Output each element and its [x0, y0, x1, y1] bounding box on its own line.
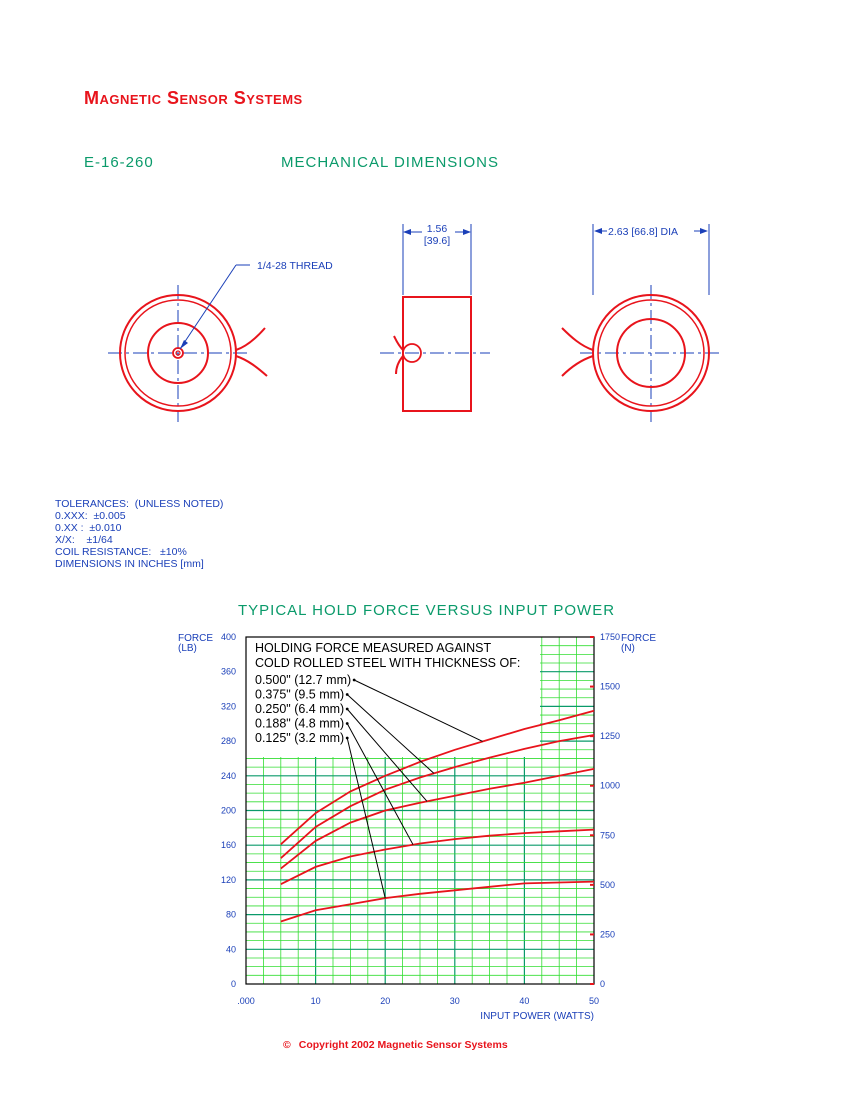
tolerance-line: X/X: ±1/64 [55, 534, 113, 546]
x-tick-label: 30 [449, 996, 460, 1006]
tolerance-line: DIMENSIONS IN INCHES [mm] [55, 558, 204, 570]
y-axis-label-left: FORCE [178, 633, 213, 644]
copyright-icon: © [283, 1039, 291, 1051]
force-chart [0, 620, 850, 1030]
y-tick-label-left: 360 [220, 666, 236, 677]
x-tick-label: 40 [519, 996, 530, 1006]
legend-title-line: HOLDING FORCE MEASURED AGAINST [255, 641, 492, 655]
tolerance-line: TOLERANCES: (UNLESS NOTED) [55, 498, 224, 510]
mechanical-drawing [0, 200, 850, 430]
x-tick-label: 50 [588, 996, 600, 1006]
x-tick-label: 20 [380, 996, 391, 1006]
y-tick-label-right: 1750 [600, 632, 621, 642]
chart-title: TYPICAL HOLD FORCE VERSUS INPUT POWER [238, 602, 616, 619]
tolerances-block [55, 498, 223, 570]
y-tick-label-right: 1000 [600, 780, 621, 791]
y-tick-label-left: 160 [220, 840, 236, 851]
legend-entry: 0.250" (6.4 mm) [255, 702, 345, 716]
legend-entry: 0.125" (3.2 mm) [255, 731, 345, 745]
y-axis-label-right: FORCE [621, 633, 656, 644]
y-tick-label-right: 1500 [600, 681, 621, 692]
y-tick-label-left: 40 [225, 944, 236, 955]
thread-label: 1/4-28 THREAD [257, 260, 333, 272]
y-tick-label-left: 240 [220, 770, 236, 781]
y-tick-label-left: 400 [220, 632, 236, 642]
side-view [380, 223, 490, 411]
y-tick-label-right: 1250 [600, 731, 621, 742]
copyright-text: Copyright 2002 Magnetic Sensor Systems [298, 1039, 508, 1051]
tolerance-line: COIL RESISTANCE: ±10% [55, 546, 187, 558]
legend-entry: 0.500" (12.7 mm) [255, 673, 352, 687]
x-tick-label: 10 [310, 996, 321, 1006]
y-tick-label-left: 120 [220, 874, 236, 885]
y-tick-label-left: 200 [220, 805, 236, 816]
x-axis-label: INPUT POWER (WATTS) [480, 1011, 594, 1022]
legend-entry: 0.375" (9.5 mm) [255, 687, 345, 702]
tolerance-line: 0.XXX: ±0.005 [55, 510, 126, 522]
part-number: E-16-260 [84, 154, 154, 171]
legend-title-line: COLD ROLLED STEEL WITH THICKNESS OF: [255, 656, 521, 670]
length-mm: [39.6] [423, 235, 451, 247]
y-axis-label-left-unit: (LB) [178, 643, 197, 654]
y-tick-label-right: 500 [600, 879, 616, 890]
y-tick-label-left: 280 [220, 736, 236, 747]
y-tick-label-right: 250 [600, 929, 616, 940]
y-tick-label-left: 0 [230, 979, 236, 989]
y-tick-label-left: 80 [225, 909, 236, 920]
y-axis-label-right-unit: (N) [621, 643, 635, 654]
legend-leader [347, 738, 385, 898]
y-tick-label-right: 750 [600, 830, 616, 841]
legend-entry: 0.188" (4.8 mm) [255, 716, 345, 731]
diameter-label: 2.63 [66.8] DIA [608, 226, 679, 238]
tolerance-line: 0.XX : ±0.010 [55, 522, 122, 534]
front-view [108, 260, 333, 422]
y-tick-label-right: 0 [600, 979, 606, 989]
copyright [283, 1039, 508, 1051]
section-title: MECHANICAL DIMENSIONS [281, 154, 499, 171]
y-tick-label-left: 320 [220, 701, 236, 712]
x-tick-label: .000 [237, 996, 255, 1006]
length-inches: 1.56 [426, 223, 448, 235]
back-view [562, 224, 720, 422]
company-name: Magnetic Sensor Systems [84, 88, 303, 108]
